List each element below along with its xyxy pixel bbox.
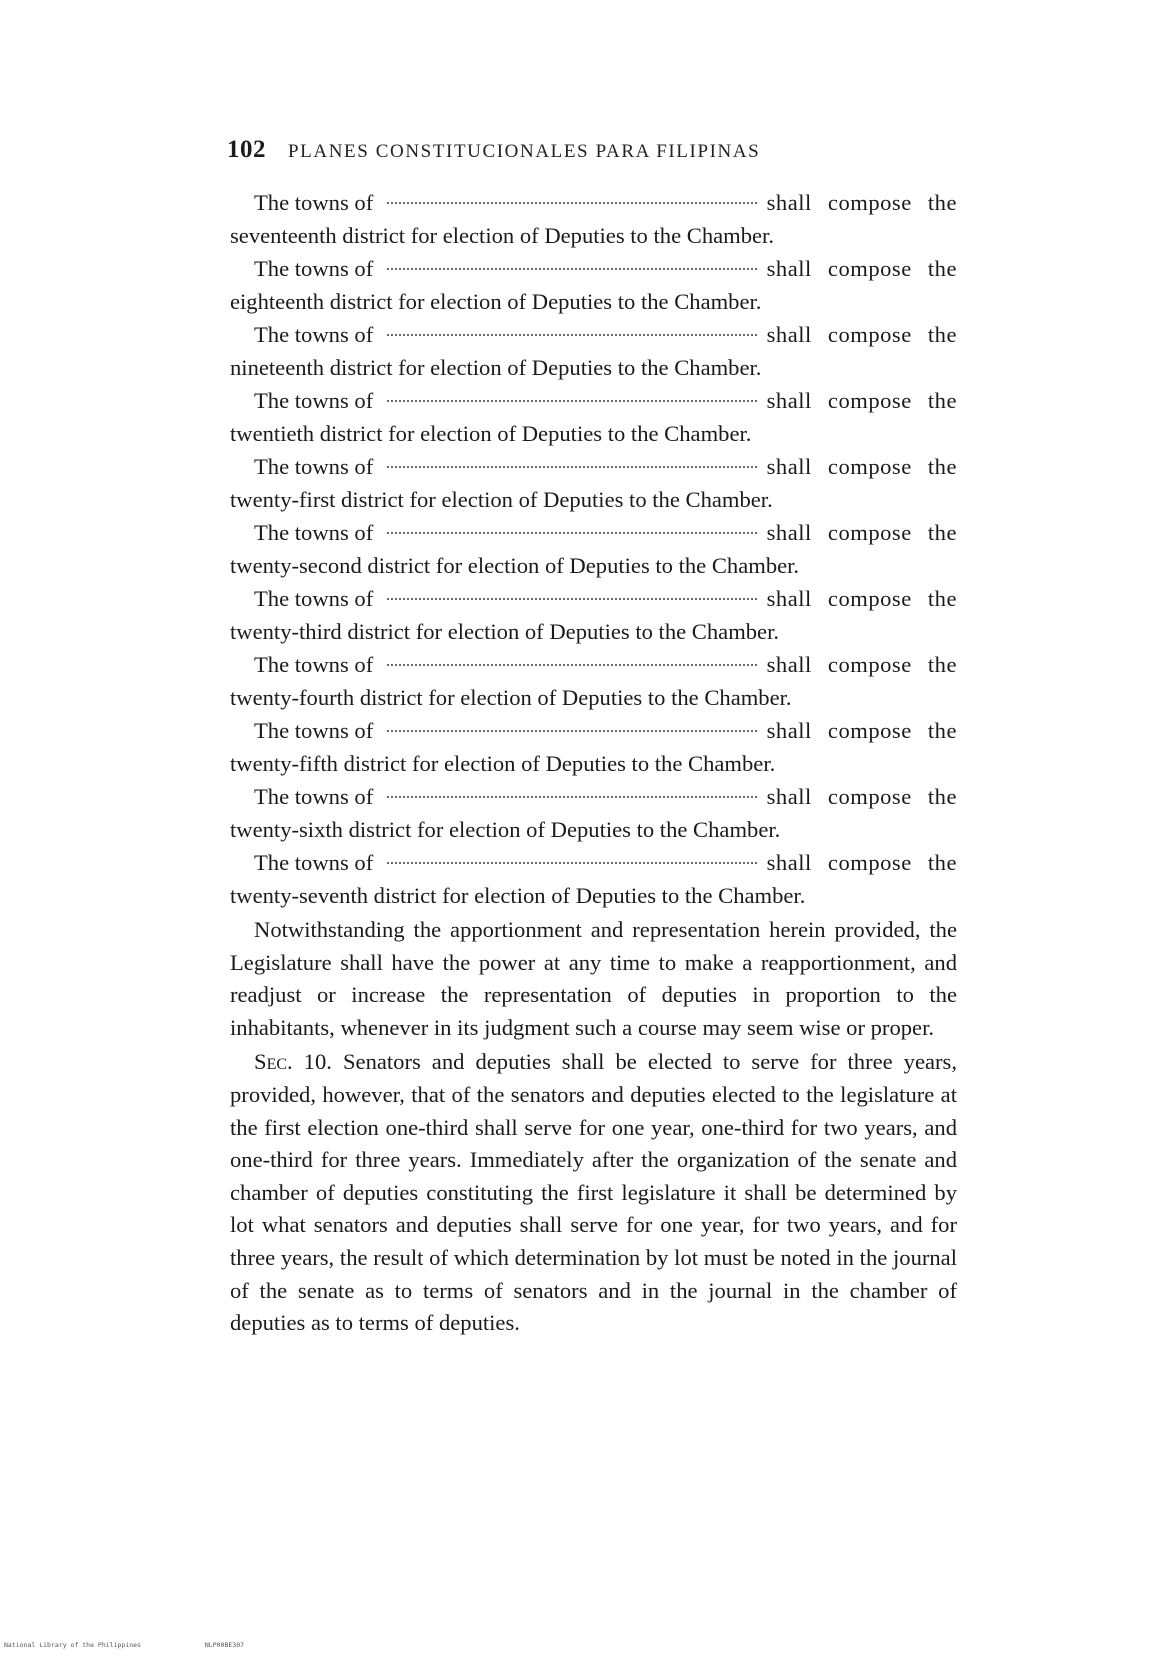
district-description: twenty-seventh district for election of Deputies to the Chamber. [230, 883, 806, 908]
district-list [230, 186, 957, 912]
district-description: twentieth district for election of Deputies to the Chamber. [230, 421, 752, 446]
section-10-paragraph [230, 1046, 957, 1339]
page-number: 102 [227, 136, 266, 163]
towns-of-label: The towns of [254, 652, 374, 677]
district-first-line [230, 186, 957, 219]
towns-of-label: The towns of [254, 322, 374, 347]
district-description: twenty-fourth district for election of Deputies to the Chamber. [230, 685, 792, 710]
district-first-line [230, 714, 957, 747]
dotted-leader [387, 664, 756, 666]
district-entry [230, 186, 957, 252]
district-entry [230, 648, 957, 714]
dotted-leader [387, 334, 756, 336]
district-first-line [230, 516, 957, 549]
shall-compose-label: shall compose the [766, 520, 957, 545]
towns-of-label: The towns of [254, 850, 374, 875]
towns-of-label: The towns of [254, 520, 374, 545]
shall-compose-label: shall compose the [766, 784, 957, 809]
district-description: twenty-first district for election of Deputies to the Chamber. [230, 487, 773, 512]
towns-of-label: The towns of [254, 256, 374, 281]
dotted-leader [387, 268, 756, 270]
district-first-line [230, 582, 957, 615]
district-first-line [230, 846, 957, 879]
shall-compose-label: shall compose the [766, 586, 957, 611]
district-first-line [230, 780, 957, 813]
towns-of-label: The towns of [254, 718, 374, 743]
district-entry [230, 516, 957, 582]
shall-compose-label: shall compose the [766, 718, 957, 743]
district-description: twenty-fifth district for election of Deputies to the Chamber. [230, 751, 776, 776]
shall-compose-label: shall compose the [766, 388, 957, 413]
district-first-line [230, 384, 957, 417]
running-head-title: PLANES CONSTITUCIONALES PARA FILIPINAS [288, 141, 761, 162]
towns-of-label: The towns of [254, 454, 374, 479]
dotted-leader [387, 532, 756, 534]
shall-compose-label: shall compose the [766, 322, 957, 347]
dotted-leader [387, 598, 756, 600]
district-entry [230, 384, 957, 450]
district-entry [230, 714, 957, 780]
shall-compose-label: shall compose the [766, 256, 957, 281]
dotted-leader [387, 796, 756, 798]
footer-library: National Library of the Philippines [4, 1641, 141, 1649]
dotted-leader [387, 202, 756, 204]
page-body [230, 186, 957, 1340]
shall-compose-label: shall compose the [766, 454, 957, 479]
notwithstanding-paragraph: Notwithstanding the apportionment and representation herein provided, the Legislature shall have the power at any time to make a reapportionment, and readjust or increase the representation of deputies in proportion to the inhabitants, whenever in its judgment such a course may seem wise or proper. [230, 917, 957, 1040]
district-description: nineteenth district for election of Deputies to the Chamber. [230, 355, 762, 380]
section-10-text: Senators and deputies shall be elected to serve for three years, provided, however, that of the senators and deputies elected to the legislature at the first election one-third shall serve for one year, one-third for two years, and one-third for three years. Immediately after the organization of the senate and chamber of deputies constituting the first legislature it shall be determined by lot what senators and deputies shall serve for one year, for two years, and for three years, the result of which determination by lot must be noted in the journal of the senate as to terms of senators and in the journal in the chamber of deputies as to terms of deputies. [230, 1049, 957, 1336]
district-description: twenty-third district for election of Deputies to the Chamber. [230, 619, 780, 644]
towns-of-label: The towns of [254, 388, 374, 413]
dotted-leader [387, 730, 756, 732]
dotted-leader [387, 400, 756, 402]
district-entry [230, 582, 957, 648]
shall-compose-label: shall compose the [766, 850, 957, 875]
district-first-line [230, 450, 957, 483]
district-description: twenty-second district for election of Deputies to the Chamber. [230, 553, 800, 578]
district-first-line [230, 318, 957, 351]
district-description: seventeenth district for election of Deputies to the Chamber. [230, 223, 774, 248]
district-entry [230, 846, 957, 912]
towns-of-label: The towns of [254, 784, 374, 809]
towns-of-label: The towns of [254, 190, 374, 215]
footer-code: NLP00BE307 [204, 1641, 245, 1649]
running-head [227, 136, 957, 164]
scan-footer [4, 1641, 304, 1649]
dotted-leader [387, 862, 756, 864]
district-entry [230, 318, 957, 384]
shall-compose-label: shall compose the [766, 190, 957, 215]
district-description: eighteenth district for election of Deputies to the Chamber. [230, 289, 762, 314]
dotted-leader [387, 466, 756, 468]
district-entry [230, 450, 957, 516]
district-first-line [230, 648, 957, 681]
section-label: Sec. 10. [254, 1049, 332, 1075]
district-first-line [230, 252, 957, 285]
district-entry [230, 780, 957, 846]
shall-compose-label: shall compose the [766, 652, 957, 677]
towns-of-label: The towns of [254, 586, 374, 611]
district-description: twenty-sixth district for election of Deputies to the Chamber. [230, 817, 781, 842]
district-entry [230, 252, 957, 318]
